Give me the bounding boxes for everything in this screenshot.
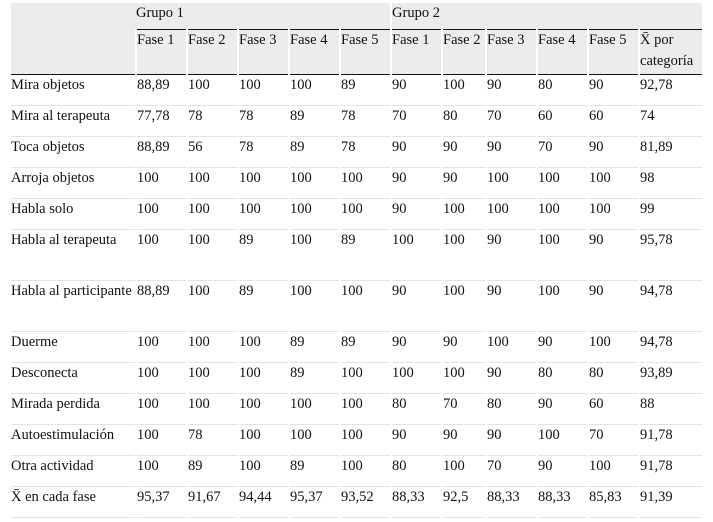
row-label: Toca objetos (11, 137, 136, 168)
value-cell: 78 (187, 106, 238, 137)
value-cell: 90 (486, 363, 537, 394)
value-cell: 90 (391, 137, 442, 168)
value-cell: 56 (187, 137, 238, 168)
value-cell: 90 (588, 137, 639, 168)
value-cell: 81,89 (639, 137, 702, 168)
group-2-header: Grupo 2 (391, 3, 702, 30)
value-cell: 100 (340, 456, 391, 487)
value-cell: 60 (588, 106, 639, 137)
phase-header: Fase 5 (588, 30, 639, 75)
value-cell: 100 (340, 281, 391, 332)
value-cell: 100 (442, 456, 486, 487)
table-row (11, 199, 702, 230)
value-cell: 100 (187, 281, 238, 332)
phase-header-row (11, 30, 702, 75)
value-cell: 77,78 (136, 106, 187, 137)
table-row (11, 168, 702, 199)
value-cell: 100 (238, 394, 289, 425)
phase-header: Fase 4 (537, 30, 588, 75)
value-cell: 100 (187, 75, 238, 106)
table-row (11, 137, 702, 168)
row-label: Habla solo (11, 199, 136, 230)
value-cell: 100 (537, 281, 588, 332)
value-cell: 89 (340, 75, 391, 106)
value-cell: 88,33 (537, 487, 588, 518)
table-row (11, 332, 702, 363)
value-cell: 100 (442, 230, 486, 281)
table-row (11, 394, 702, 425)
value-cell: 100 (238, 75, 289, 106)
table-row (11, 106, 702, 137)
category-header-empty (11, 3, 136, 30)
value-cell: 100 (238, 199, 289, 230)
value-cell: 60 (537, 106, 588, 137)
value-cell: 88 (639, 394, 702, 425)
value-cell: 100 (187, 199, 238, 230)
value-cell: 70 (486, 106, 537, 137)
value-cell: 100 (136, 230, 187, 281)
value-cell: 90 (486, 137, 537, 168)
value-cell: 100 (136, 168, 187, 199)
value-cell: 70 (442, 394, 486, 425)
value-cell: 100 (537, 230, 588, 281)
value-cell: 100 (391, 363, 442, 394)
value-cell: 70 (588, 425, 639, 456)
value-cell: 100 (391, 230, 442, 281)
value-cell: 88,89 (136, 281, 187, 332)
row-label: Autoestimulación (11, 425, 136, 456)
value-cell: 90 (391, 168, 442, 199)
value-cell: 90 (442, 425, 486, 456)
table-row (11, 281, 702, 332)
value-cell: 89 (340, 230, 391, 281)
row-label: Mira objetos (11, 75, 136, 106)
value-cell: 100 (187, 230, 238, 281)
value-cell: 100 (238, 456, 289, 487)
value-cell: 90 (588, 230, 639, 281)
value-cell: 91,78 (639, 425, 702, 456)
value-cell: 100 (289, 75, 340, 106)
value-cell: 100 (289, 168, 340, 199)
value-cell: 100 (442, 363, 486, 394)
value-cell: 93,52 (340, 487, 391, 518)
value-cell: 78 (340, 137, 391, 168)
value-cell: 100 (289, 281, 340, 332)
row-label: Habla al participante (11, 281, 136, 332)
value-cell: 100 (136, 332, 187, 363)
value-cell: 89 (340, 332, 391, 363)
value-cell: 90 (537, 456, 588, 487)
value-cell: 100 (588, 199, 639, 230)
value-cell: 94,78 (639, 332, 702, 363)
value-cell: 88,89 (136, 75, 187, 106)
value-cell: 80 (486, 394, 537, 425)
value-cell: 100 (486, 199, 537, 230)
value-cell: 100 (187, 332, 238, 363)
value-cell: 100 (340, 425, 391, 456)
value-cell: 78 (340, 106, 391, 137)
value-cell: 88,33 (391, 487, 442, 518)
value-cell: 100 (537, 425, 588, 456)
value-cell: 100 (187, 363, 238, 394)
phase-header: Fase 2 (442, 30, 486, 75)
value-cell: 89 (289, 137, 340, 168)
value-cell: 90 (537, 332, 588, 363)
table-body (11, 75, 702, 518)
value-cell: 80 (442, 106, 486, 137)
value-cell: 100 (289, 394, 340, 425)
value-cell: 94,44 (238, 487, 289, 518)
value-cell: 60 (588, 394, 639, 425)
value-cell: 90 (391, 332, 442, 363)
value-cell: 89 (187, 456, 238, 487)
value-cell: 89 (289, 106, 340, 137)
value-cell: 100 (238, 168, 289, 199)
value-cell: 100 (187, 394, 238, 425)
value-cell: 100 (588, 168, 639, 199)
value-cell: 78 (187, 425, 238, 456)
value-cell: 90 (486, 75, 537, 106)
value-cell: 74 (639, 106, 702, 137)
value-cell: 92,5 (442, 487, 486, 518)
value-cell: 100 (238, 332, 289, 363)
phase-header: Fase 2 (187, 30, 238, 75)
value-cell: 100 (486, 332, 537, 363)
value-cell: 100 (289, 230, 340, 281)
value-cell: 100 (289, 425, 340, 456)
value-cell: 93,89 (639, 363, 702, 394)
value-cell: 98 (639, 168, 702, 199)
value-cell: 100 (187, 168, 238, 199)
value-cell: 90 (442, 332, 486, 363)
phase-header: Fase 3 (238, 30, 289, 75)
value-cell: 78 (238, 137, 289, 168)
value-cell: 99 (639, 199, 702, 230)
value-cell: 100 (537, 199, 588, 230)
value-cell: 88,33 (486, 487, 537, 518)
value-cell: 85,83 (588, 487, 639, 518)
value-cell: 100 (442, 199, 486, 230)
row-label: Duerme (11, 332, 136, 363)
value-cell: 100 (588, 332, 639, 363)
value-cell: 90 (486, 281, 537, 332)
phase-header: Fase 3 (486, 30, 537, 75)
table-row (11, 487, 702, 518)
value-cell: 80 (391, 456, 442, 487)
value-cell: 80 (537, 363, 588, 394)
value-cell: 90 (537, 394, 588, 425)
value-cell: 89 (238, 230, 289, 281)
value-cell: 100 (238, 425, 289, 456)
value-cell: 90 (391, 425, 442, 456)
table-row (11, 363, 702, 394)
value-cell: 100 (340, 199, 391, 230)
value-cell: 91,39 (639, 487, 702, 518)
mean-per-category-header: X̄ por categoría (639, 30, 702, 75)
value-cell: 80 (537, 75, 588, 106)
value-cell: 78 (238, 106, 289, 137)
table-row (11, 75, 702, 106)
value-cell: 100 (136, 456, 187, 487)
table-row (11, 425, 702, 456)
value-cell: 100 (537, 168, 588, 199)
value-cell: 89 (289, 332, 340, 363)
value-cell: 90 (486, 230, 537, 281)
value-cell: 70 (486, 456, 537, 487)
value-cell: 100 (442, 75, 486, 106)
value-cell: 70 (537, 137, 588, 168)
value-cell: 95,37 (136, 487, 187, 518)
category-header-cell (11, 30, 136, 75)
phase-header: Fase 1 (391, 30, 442, 75)
value-cell: 80 (588, 363, 639, 394)
value-cell: 100 (340, 394, 391, 425)
value-cell: 70 (391, 106, 442, 137)
value-cell: 100 (136, 425, 187, 456)
row-label: X̄ en cada fase (11, 487, 136, 518)
value-cell: 91,67 (187, 487, 238, 518)
phase-header: Fase 5 (340, 30, 391, 75)
value-cell: 100 (340, 363, 391, 394)
value-cell: 89 (238, 281, 289, 332)
value-cell: 100 (136, 394, 187, 425)
table-row (11, 230, 702, 281)
value-cell: 80 (391, 394, 442, 425)
value-cell: 90 (391, 199, 442, 230)
value-cell: 100 (588, 456, 639, 487)
value-cell: 90 (486, 425, 537, 456)
value-cell: 95,37 (289, 487, 340, 518)
value-cell: 95,78 (639, 230, 702, 281)
value-cell: 100 (340, 168, 391, 199)
value-cell: 90 (588, 281, 639, 332)
value-cell: 100 (289, 199, 340, 230)
table-row (11, 456, 702, 487)
value-cell: 100 (136, 363, 187, 394)
value-cell: 90 (588, 75, 639, 106)
value-cell: 89 (289, 363, 340, 394)
row-label: Mirada perdida (11, 394, 136, 425)
value-cell: 100 (486, 168, 537, 199)
value-cell: 94,78 (639, 281, 702, 332)
value-cell: 88,89 (136, 137, 187, 168)
value-cell: 89 (289, 456, 340, 487)
group-1-header: Grupo 1 (136, 3, 391, 30)
value-cell: 100 (238, 363, 289, 394)
row-label: Habla al terapeuta (11, 230, 136, 281)
value-cell: 90 (391, 75, 442, 106)
value-cell: 90 (442, 168, 486, 199)
value-cell: 100 (442, 281, 486, 332)
value-cell: 100 (136, 199, 187, 230)
results-table (11, 3, 702, 518)
phase-header: Fase 1 (136, 30, 187, 75)
row-label: Desconecta (11, 363, 136, 394)
value-cell: 91,78 (639, 456, 702, 487)
phase-header: Fase 4 (289, 30, 340, 75)
row-label: Mira al terapeuta (11, 106, 136, 137)
row-label: Otra actividad (11, 456, 136, 487)
group-header-row (11, 3, 702, 30)
value-cell: 92,78 (639, 75, 702, 106)
value-cell: 90 (391, 281, 442, 332)
row-label: Arroja objetos (11, 168, 136, 199)
value-cell: 90 (442, 137, 486, 168)
